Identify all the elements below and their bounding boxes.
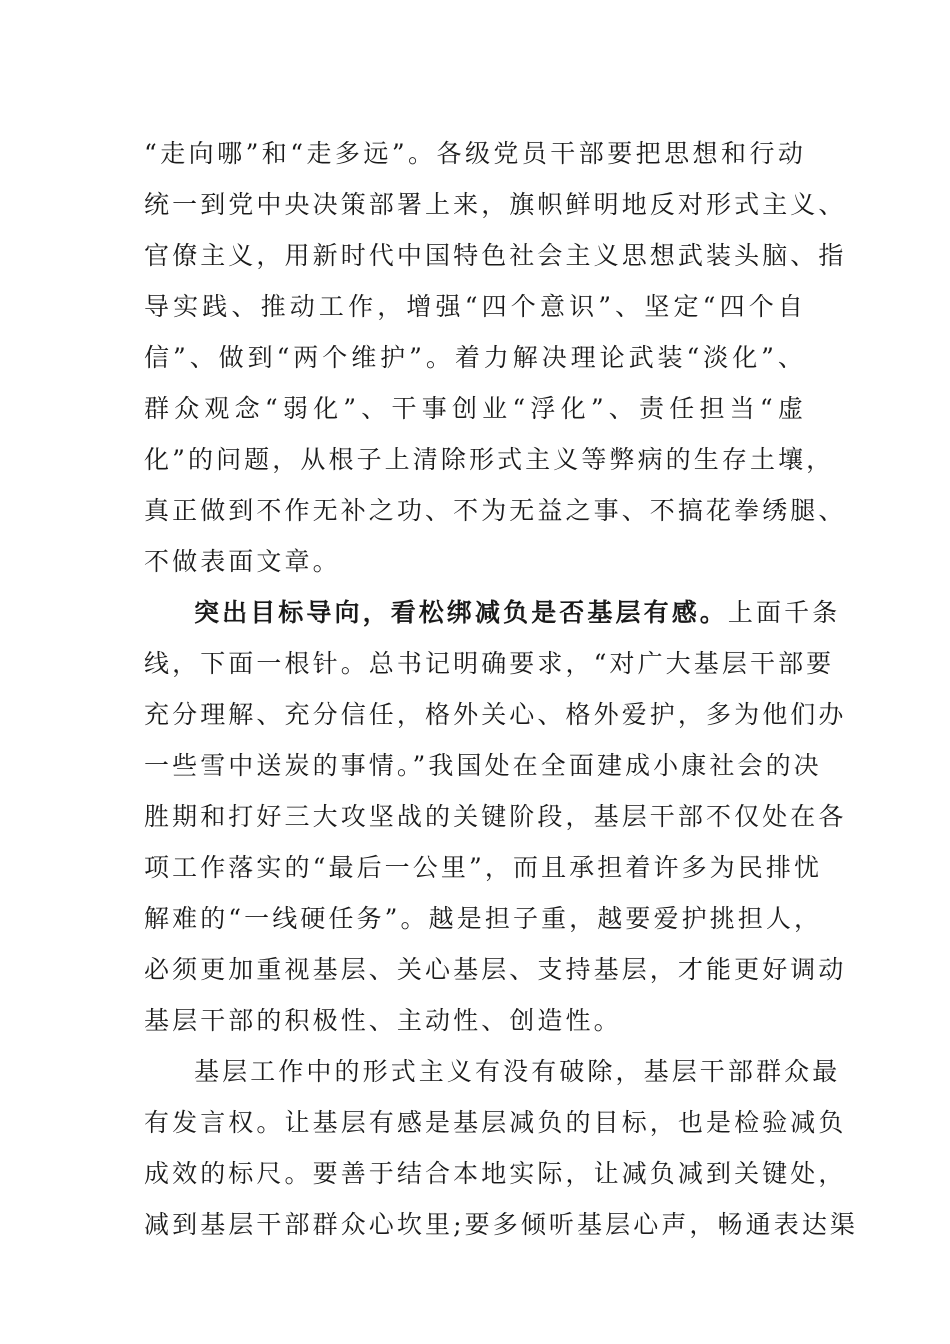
text-line: 真正做到不作无补之功、不为无益之事、不搞花拳绣腿、: [144, 496, 847, 525]
text-line: 成效的标尺。要善于结合本地实际，让减负减到关键处，: [144, 1159, 847, 1188]
text-line: 群众观念“弱化”、干事创业“浮化”、责任担当“虚: [144, 394, 806, 423]
paragraph-heading: 突出目标导向，看松绑减负是否基层有感。: [194, 598, 728, 627]
text-line: 胜期和打好三大攻坚战的关键阶段，基层干部不仅处在各: [144, 802, 847, 831]
document-body: [144, 128, 859, 1250]
text-line: 一些雪中送炭的事情。”我国处在全面建成小康社会的决: [144, 751, 822, 780]
text-line: 项工作落实的“最后一公里”，而且承担着许多为民排忧: [144, 853, 823, 882]
paragraph-3: [144, 1046, 859, 1250]
paragraph-1: [144, 128, 847, 587]
text-line: 化”的问题，从根子上清除形式主义等弊病的生存土壤，: [144, 445, 835, 474]
text-line: 官僚主义，用新时代中国特色社会主义思想武装头脑、指: [144, 241, 847, 270]
heading-line-rest: 上面千条: [727, 598, 841, 627]
text-line: 基层工作中的形式主义有没有破除，基层干部群众最: [194, 1057, 841, 1086]
text-line: 充分理解、充分信任，格外关心、格外爱护，多为他们办: [144, 700, 847, 729]
text-line: 不做表面文章。: [144, 547, 341, 576]
text-line: 线，下面一根针。总书记明确要求，“对广大基层干部要: [144, 649, 835, 678]
paragraph-2: [144, 587, 847, 1046]
text-line-with-heading: [144, 587, 841, 638]
text-line: 必须更加重视基层、关心基层、支持基层，才能更好调动: [144, 955, 847, 984]
text-line: “走向哪”和“走多远”。各级党员干部要把思想和行动: [144, 139, 806, 168]
text-line: 解难的“一线硬任务”。越是担子重，越要爱护挑担人，: [144, 904, 823, 933]
text-line: 导实践、推动工作，增强“四个意识”、坚定“四个自: [144, 292, 806, 321]
text-line: 统一到党中央决策部署上来，旗帜鲜明地反对形式主义、: [144, 190, 847, 219]
text-line: 信”、做到“两个维护”。着力解决理论武装“淡化”、: [144, 343, 806, 372]
text-line: 减到基层干部群众心坎里;要多倾听基层心声，畅通表达渠: [144, 1210, 859, 1239]
text-line: 基层干部的积极性、主动性、创造性。: [144, 1006, 622, 1035]
text-line: 有发言权。让基层有感是基层减负的目标，也是检验减负: [144, 1108, 847, 1137]
